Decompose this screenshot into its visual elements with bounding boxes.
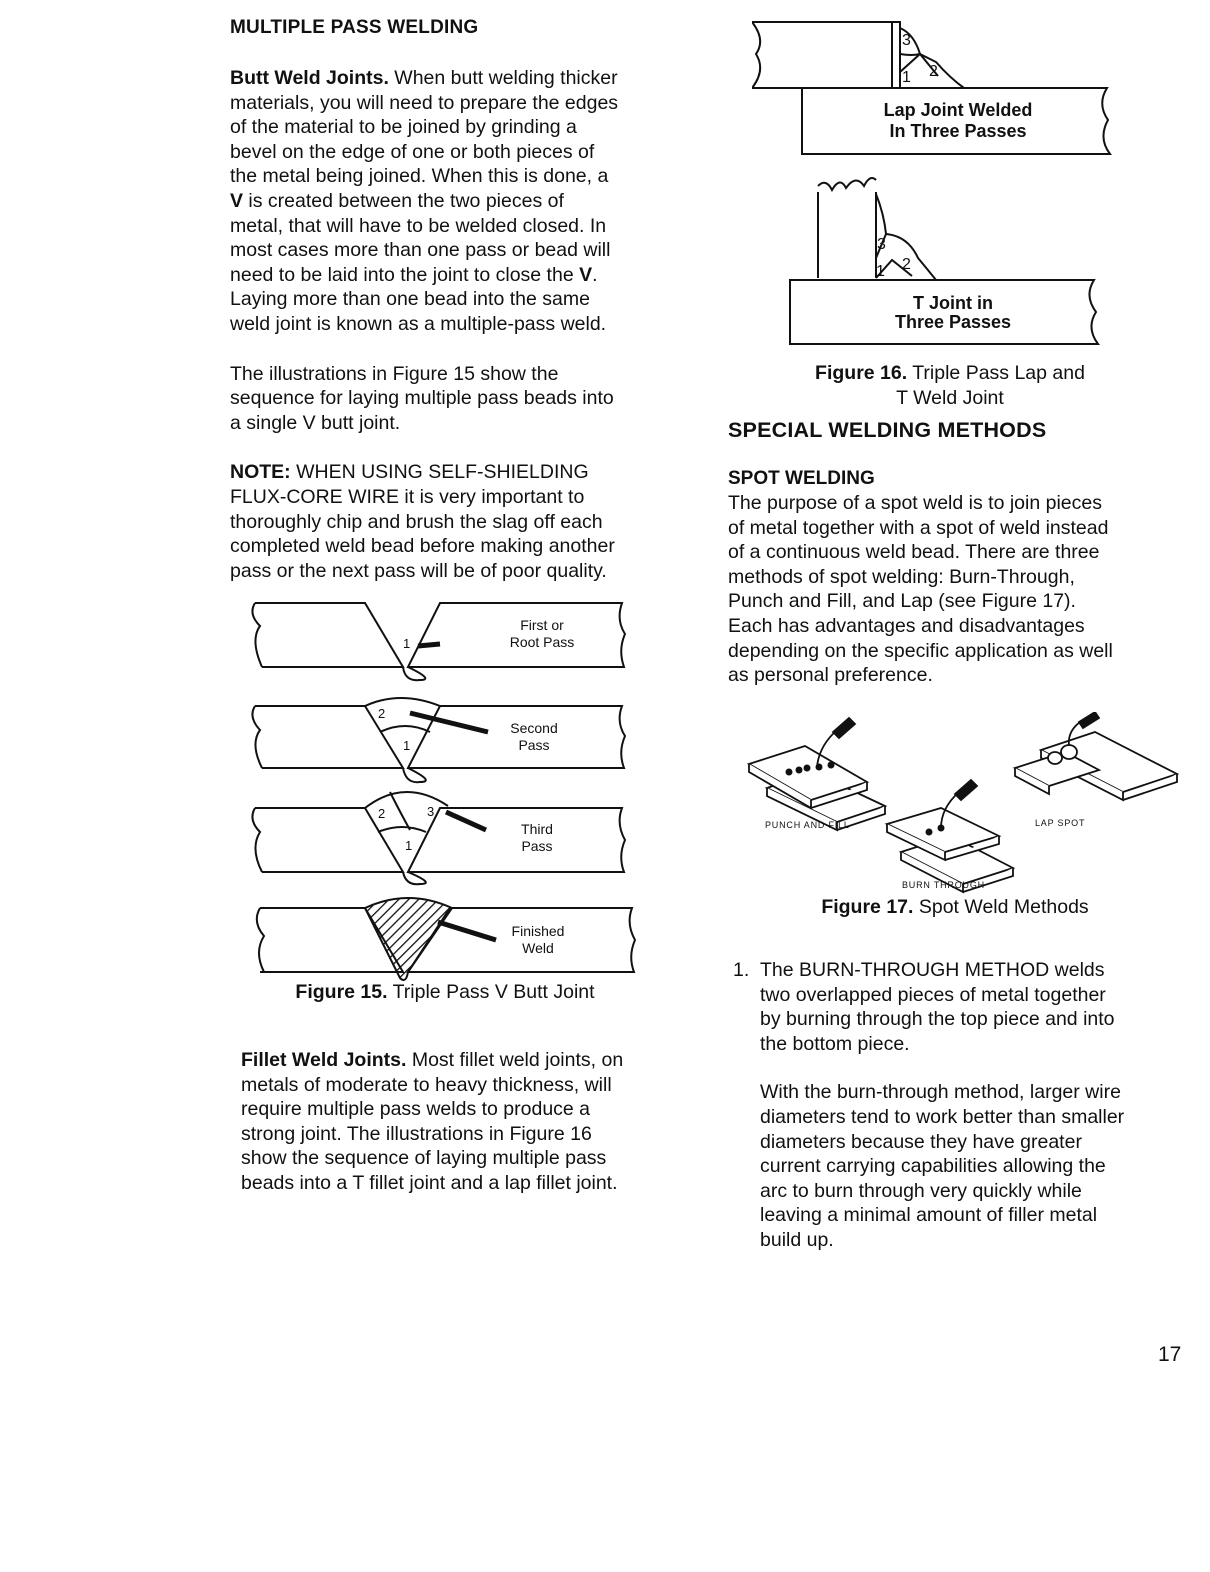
heading-multiple-pass: MULTIPLE PASS WELDING <box>230 17 479 38</box>
note-label: NOTE: <box>230 461 291 484</box>
text-line: a single V butt joint. <box>230 411 401 434</box>
text-line: two overlapped pieces of metal together <box>760 983 1106 1006</box>
text-line: diameters tend to work better than smaller <box>760 1105 1125 1128</box>
text-line: FLUX-CORE WIRE it is very important to <box>230 485 585 508</box>
fig16-t-num-3: 3 <box>877 236 886 253</box>
fig15-panel-third-pass <box>252 792 625 884</box>
butt-weld-paragraph <box>230 66 685 337</box>
left-column <box>230 14 685 583</box>
text-line: Each has advantages and disadvantages <box>728 614 1085 637</box>
list-item-burn-through <box>730 958 1210 1253</box>
text-line: metal, that will have to be welded closed. In <box>230 214 607 237</box>
fig15-panel-second-pass <box>252 698 625 782</box>
text-line: by burning through the top piece and into <box>760 1008 1115 1031</box>
text-line: diameters because they have greater <box>760 1130 1082 1153</box>
text-line: of a continuous weld bead. There are three <box>728 541 1100 564</box>
caption-label: Figure 15. <box>295 981 388 1003</box>
butt-weld-title: Butt Weld Joints. <box>230 67 389 89</box>
text-line: completed weld bead before making another <box>230 535 615 558</box>
caption-label: Figure 16. <box>815 362 908 384</box>
fig15-num-3: 3 <box>427 804 435 819</box>
fig16-lap-num-1: 1 <box>902 69 911 86</box>
text-line: need to be laid into the joint to close the <box>230 263 580 286</box>
fillet-weld-title: Fillet Weld Joints. <box>241 1049 407 1071</box>
text-line: show the sequence of laying multiple pass <box>241 1147 607 1170</box>
fig16-t-label-b: Three Passes <box>894 312 1012 332</box>
figure-15-v-butt-joint <box>240 592 650 984</box>
text-line: The illustrations in Figure 15 show the <box>230 362 559 385</box>
text-line: methods of spot welding: Burn-Through, <box>728 565 1075 588</box>
bold-v: V <box>230 189 244 212</box>
fig15-label-third-b: Pass <box>521 838 553 854</box>
caption-label: Figure 17. <box>821 896 914 918</box>
text-line: depending on the specific application as well <box>728 639 1113 662</box>
fig15-num-1: 1 <box>403 738 411 753</box>
fig15-label-third-a: Third <box>521 821 553 837</box>
text-line: . <box>592 263 598 286</box>
text-line: of metal together with a spot of weld instead <box>728 516 1109 539</box>
fig15-panel-finished-weld <box>257 898 635 980</box>
text-line: require multiple pass welds to produce a <box>241 1098 591 1121</box>
figure-15-caption <box>240 980 650 1005</box>
fig15-label-finished-b: Weld <box>522 940 554 956</box>
fig16-lap-label-b: In Three Passes <box>889 121 1027 141</box>
fig17-label-lap-spot: LAP SPOT <box>1035 818 1086 828</box>
text-line: build up. <box>760 1228 834 1251</box>
burn-through-description <box>760 958 1210 1056</box>
text-line: as personal preference. <box>728 664 933 687</box>
text-line: the metal being joined. When this is done, a <box>230 165 609 188</box>
caption-text: Spot Weld Methods <box>913 896 1089 918</box>
heading-spot-welding: SPOT WELDING <box>728 468 875 489</box>
figure-17-spot-weld-methods <box>745 712 1185 896</box>
figure-17-caption <box>780 895 1130 920</box>
figure-16-caption <box>760 361 1140 411</box>
caption-text: Triple Pass Lap and <box>907 362 1085 384</box>
fig16-t-label-a: T Joint in <box>913 293 993 313</box>
text-line: The BURN-THROUGH METHOD welds <box>760 959 1105 981</box>
text-line: sequence for laying multiple pass beads into <box>230 387 614 410</box>
text-line: the bottom piece. <box>760 1032 910 1055</box>
text-line: arc to burn through very quickly while <box>760 1179 1082 1202</box>
text-line: current carrying capabilities allowing the <box>760 1155 1106 1178</box>
illustrations-paragraph <box>230 362 685 436</box>
fig15-label-first-a: First or <box>520 617 564 633</box>
punch-and-fill-diagram <box>749 718 885 830</box>
fig16-t-num-1: 1 <box>876 263 885 280</box>
page-number: 17 <box>1158 1343 1182 1366</box>
text-line: metals of moderate to heavy thickness, will <box>241 1073 612 1096</box>
text-line: weld joint is known as a multiple-pass weld. <box>230 312 607 335</box>
fig15-label-finished-a: Finished <box>511 923 565 939</box>
caption-text: T Weld Joint <box>896 387 1004 409</box>
text-line: Punch and Fill, and Lap (see Figure 17). <box>728 590 1076 613</box>
fig17-label-burn-through: BURN THROUGH <box>902 880 985 890</box>
text-line: thoroughly chip and brush the slag off each <box>230 510 603 533</box>
text-line: pass or the next pass will be of poor quality. <box>230 559 607 582</box>
text-line: most cases more than one pass or bead will <box>230 239 611 262</box>
fig16-lap-num-2: 2 <box>929 63 938 80</box>
note-paragraph <box>230 460 685 583</box>
bold-v: V <box>579 263 593 286</box>
list-number: 1. <box>733 959 750 981</box>
heading-special-welding-methods: SPECIAL WELDING METHODS <box>728 418 1047 442</box>
text-line: leaving a minimal amount of filler metal <box>760 1204 1098 1227</box>
fig17-label-punch-and-fill: PUNCH AND FILL <box>765 820 850 830</box>
fig15-label-second-b: Pass <box>518 737 550 753</box>
fig15-num-2: 2 <box>378 706 386 721</box>
text-line: is created between the two pieces of <box>243 189 564 212</box>
text-line: bevel on the edge of one or both pieces of <box>230 140 595 163</box>
text-line: beads into a T fillet joint and a lap fillet joint. <box>241 1171 618 1194</box>
text-line: of the material to be joined by grinding a <box>230 116 577 139</box>
fig15-num-1: 1 <box>403 636 411 651</box>
lap-spot-diagram <box>1015 712 1177 800</box>
fig15-label-second-a: Second <box>510 720 558 736</box>
text-line: WHEN USING SELF-SHIELDING <box>290 461 589 484</box>
fig16-lap-num-3: 3 <box>902 32 911 49</box>
fig15-label-first-b: Root Pass <box>509 634 575 650</box>
fig15-num-2: 2 <box>378 806 386 821</box>
figure-16-lap-and-t-joint <box>752 14 1122 354</box>
burn-through-diagram <box>887 780 1013 892</box>
text-line: With the burn-through method, larger wire <box>760 1081 1121 1104</box>
text-line: strong joint. The illustrations in Figure 16 <box>241 1122 592 1145</box>
text-line: Laying more than one bead into the same <box>230 288 590 311</box>
fillet-weld-paragraph <box>241 1048 691 1196</box>
text-line: Most fillet weld joints, on <box>406 1049 624 1071</box>
text-line: materials, you will need to prepare the edges <box>230 91 619 114</box>
caption-text: Triple Pass V Butt Joint <box>387 981 595 1003</box>
text-line: The purpose of a spot weld is to join pieces <box>728 492 1102 514</box>
spot-welding-paragraph <box>728 491 1188 688</box>
text-line: When butt welding thicker <box>388 67 618 89</box>
fig15-num-1: 1 <box>405 838 413 853</box>
burn-through-wire-paragraph <box>760 1080 1210 1252</box>
fig16-t-num-2: 2 <box>902 256 911 273</box>
fig16-lap-label-a: Lap Joint Welded <box>883 100 1033 120</box>
